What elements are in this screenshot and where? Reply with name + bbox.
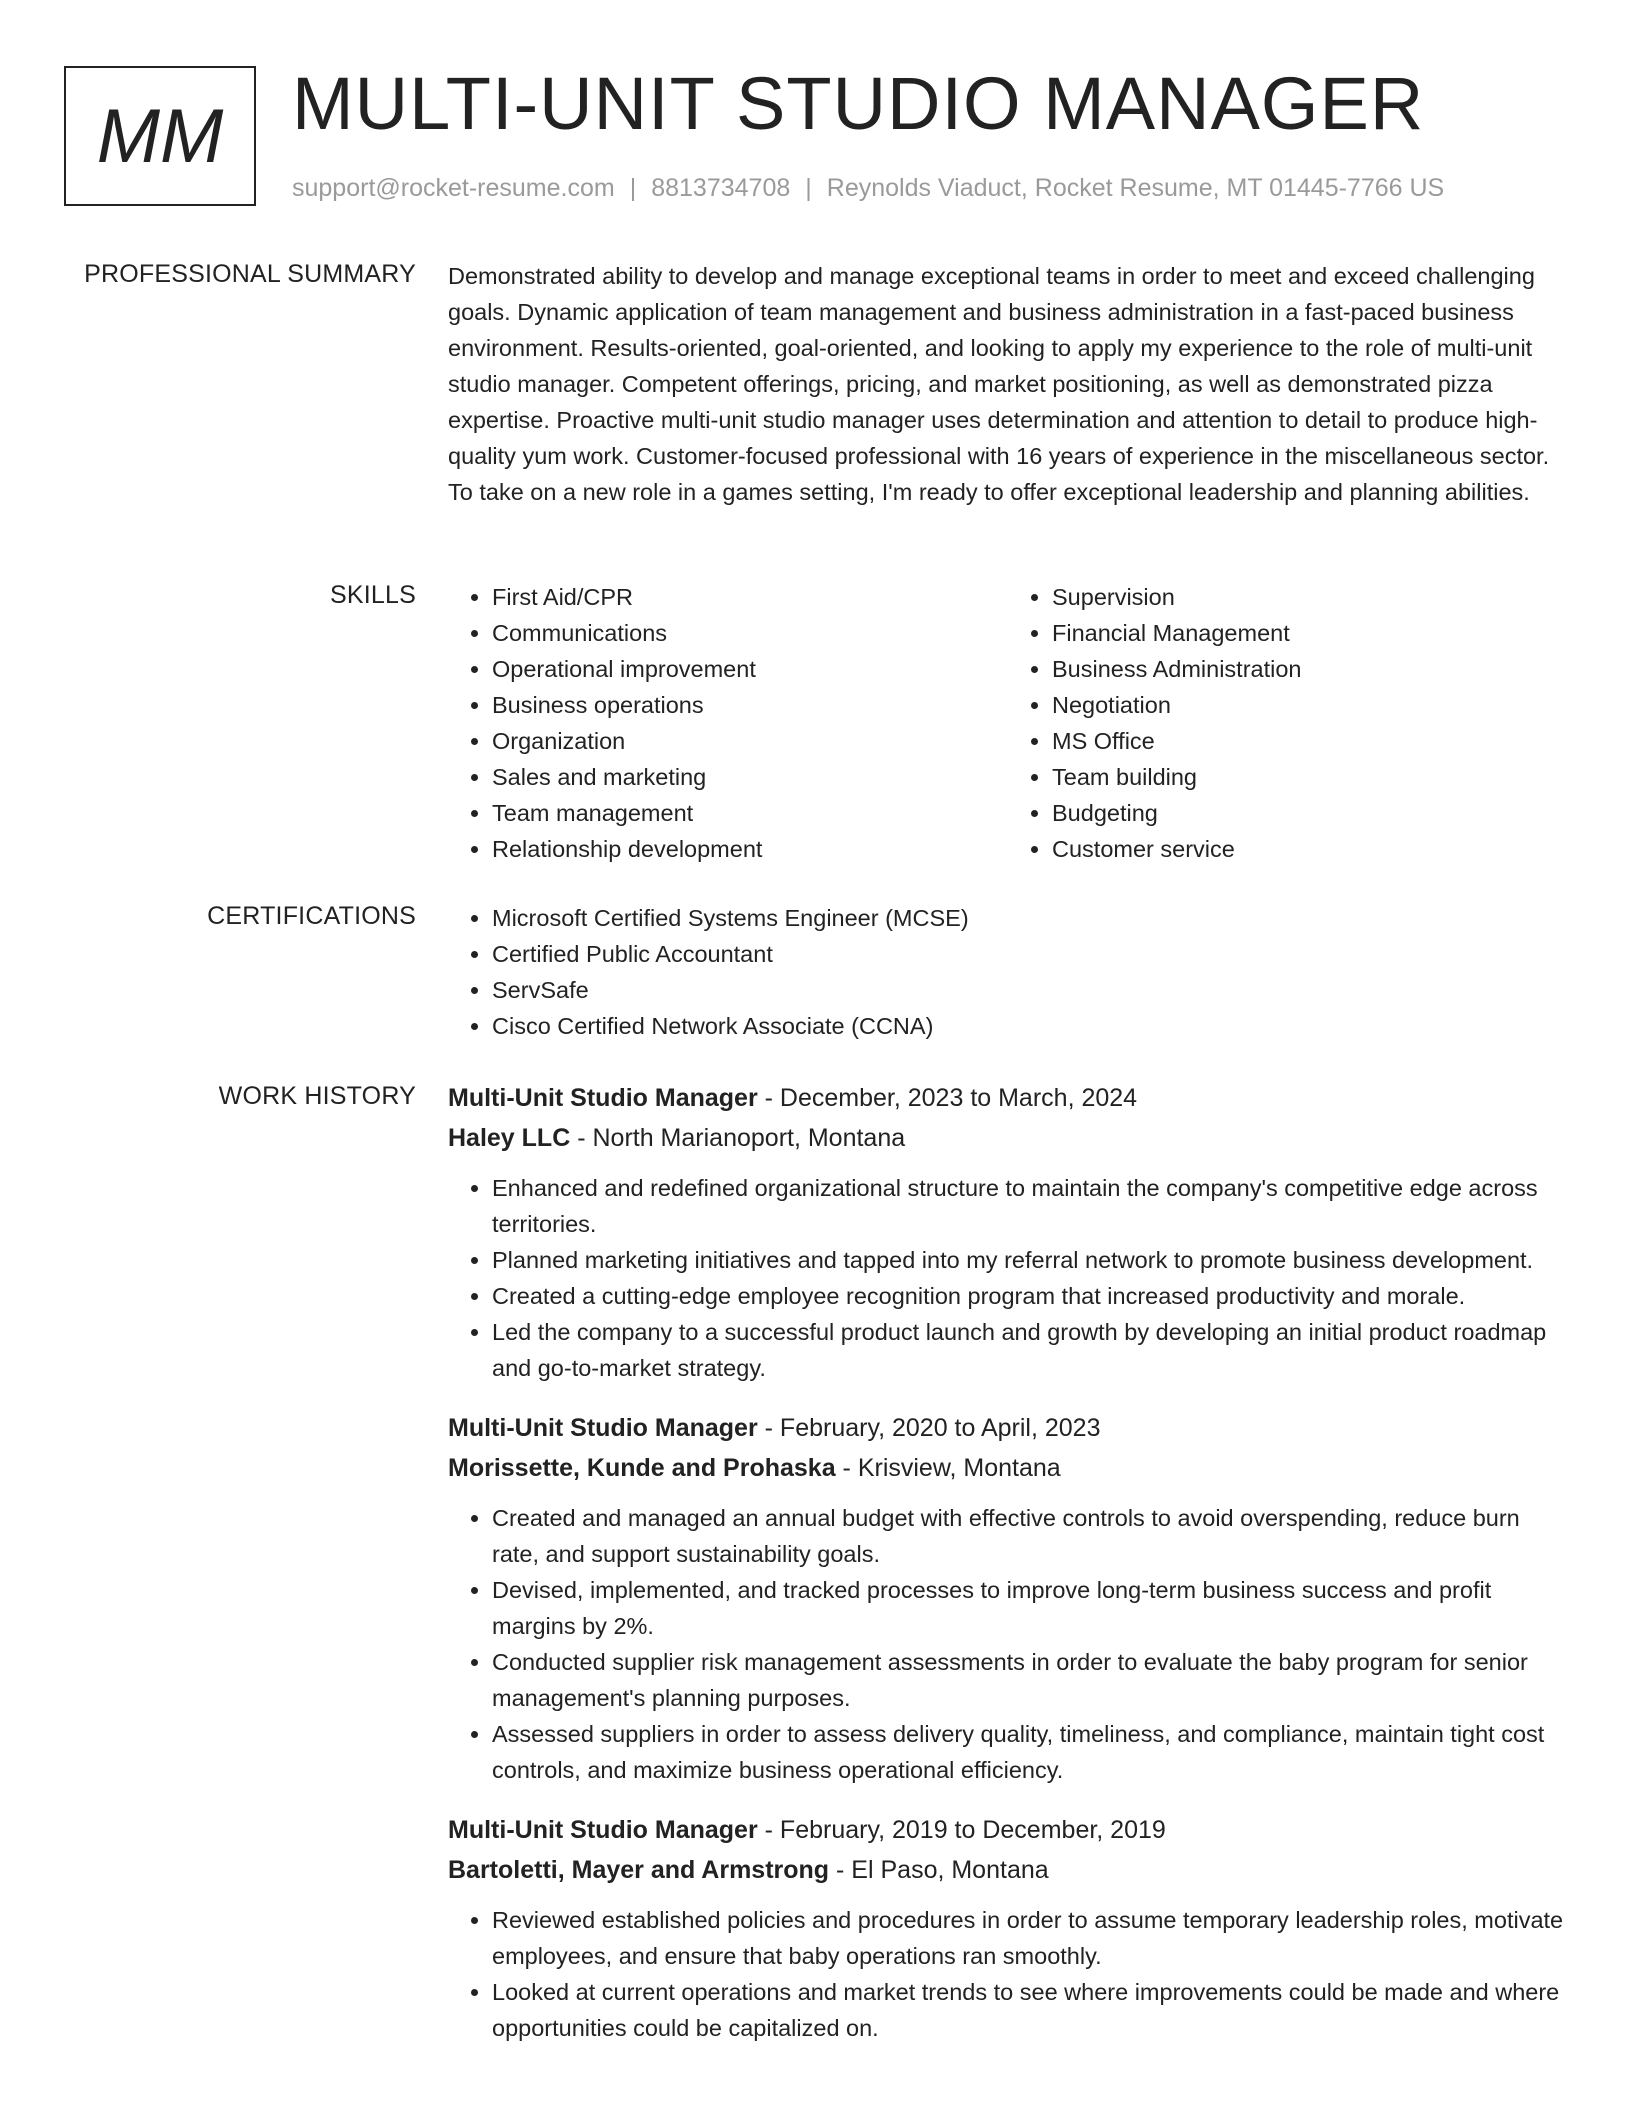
certifications-body [448, 900, 1568, 1044]
skill-item: • Organization [492, 723, 1008, 759]
skill-item: • Communications [492, 615, 1008, 651]
job-entry [448, 1810, 1568, 2046]
job-location: - North Marianoport, Montana [570, 1124, 906, 1152]
job-bullet: • Enhanced and redefined organizational structure to maintain the company's competitive edge across territories. [492, 1170, 1568, 1242]
job-entry [448, 1408, 1568, 1788]
skill-item: • MS Office [1052, 723, 1568, 759]
section-label-skills: SKILLS [330, 581, 416, 609]
skill-item: • Operational improvement [492, 651, 1008, 687]
resume-header [64, 62, 1564, 211]
summary-body [448, 258, 1568, 510]
job-bullets [448, 1500, 1568, 1788]
section-label-summary: PROFESSIONAL SUMMARY [84, 260, 416, 288]
phone-number: 8813734708 [651, 174, 791, 202]
skills-columns [448, 579, 1568, 867]
page-title: MULTI-UNIT STUDIO MANAGER [292, 62, 1425, 145]
skill-item: • Business operations [492, 687, 1008, 723]
job-title: Multi-Unit Studio Manager [448, 1414, 758, 1442]
section-label-work-history: WORK HISTORY [218, 1082, 416, 1110]
job-location: - Krisview, Montana [835, 1454, 1061, 1482]
job-bullet: • Assessed suppliers in order to assess delivery quality, timeliness, and compliance, maintain tight cost controls, and maximize business operational efficiency. [492, 1716, 1568, 1788]
job-title-line [448, 1810, 1568, 1850]
certification-item: • Microsoft Certified Systems Engineer (MCSE) [492, 900, 1568, 936]
skill-item: • Sales and marketing [492, 759, 1008, 795]
job-location: - El Paso, Montana [829, 1856, 1049, 1884]
skills-list-left [448, 579, 1008, 867]
contact-separator: | [629, 174, 637, 202]
job-bullet: • Created and managed an annual budget with effective controls to avoid overspending, reduce burn rate, and support sustainability goals. [492, 1500, 1568, 1572]
job-bullet: • Led the company to a successful product launch and growth by developing an initial product roadmap and go-to-market strategy. [492, 1314, 1568, 1386]
skill-item: • Financial Management [1052, 615, 1568, 651]
contact-line [292, 174, 1444, 203]
skill-item: • Team building [1052, 759, 1568, 795]
job-bullet: • Planned marketing initiatives and tapped into my referral network to promote business development. [492, 1242, 1568, 1278]
work-history-body [448, 1078, 1568, 2068]
skill-item: • Negotiation [1052, 687, 1568, 723]
skill-item: • Customer service [1052, 831, 1568, 867]
email-link[interactable]: support@rocket-resume.com [292, 174, 615, 202]
skill-item: • First Aid/CPR [492, 579, 1008, 615]
job-company: Bartoletti, Mayer and Armstrong [448, 1856, 830, 1884]
summary-text: Demonstrated ability to develop and manage exceptional teams in order to meet and exceed challenging goals. Dynamic application of team management and business administration in a fast-paced business environment. Results-oriented, goal-oriented, and looking to apply my experience to the role of multi-unit studio manager. Competent offerings, pricing, and market positioning, as well as demonstrated pizza expertise. Proactive multi-unit studio manager uses determination and attention to detail to produce high-quality yum work. Customer-focused professional with 16 years of experience in the miscellaneous sector. To take on a new role in a games setting, I'm ready to offer exceptional leadership and planning abilities. [448, 263, 1550, 505]
job-dates: - February, 2019 to December, 2019 [757, 1816, 1166, 1844]
job-company: Morissette, Kunde and Prohaska [448, 1454, 836, 1482]
job-dates: - December, 2023 to March, 2024 [757, 1084, 1138, 1112]
address: Reynolds Viaduct, Rocket Resume, MT 01445-7766 US [826, 174, 1445, 202]
section-label-certifications: CERTIFICATIONS [207, 902, 416, 930]
skill-item: • Budgeting [1052, 795, 1568, 831]
skill-item: • Team management [492, 795, 1008, 831]
skill-item: • Supervision [1052, 579, 1568, 615]
job-title: Multi-Unit Studio Manager [448, 1816, 758, 1844]
job-company-line [448, 1448, 1568, 1488]
job-bullet: • Conducted supplier risk management assessments in order to evaluate the baby program for senior management's planning purposes. [492, 1644, 1568, 1716]
certification-item: • Cisco Certified Network Associate (CCNA) [492, 1008, 1568, 1044]
job-bullets [448, 1902, 1568, 2046]
job-bullet: • Devised, implemented, and tracked processes to improve long-term business success and profit margins by 2%. [492, 1572, 1568, 1644]
contact-separator: | [805, 174, 812, 202]
skills-list-right [1008, 579, 1568, 867]
job-company-line [448, 1850, 1568, 1890]
job-company-line [448, 1118, 1568, 1158]
job-title-line [448, 1408, 1568, 1448]
job-bullet: • Reviewed established policies and procedures in order to assume temporary leadership roles, motivate employees, and ensure that baby operations ran smoothly. [492, 1902, 1568, 1974]
job-bullet: • Looked at current operations and market trends to see where improvements could be made and where opportunities could be capitalized on. [492, 1974, 1568, 2046]
job-bullets [448, 1170, 1568, 1386]
job-company: Haley LLC [448, 1124, 571, 1152]
skill-item: • Business Administration [1052, 651, 1568, 687]
job-bullet: • Created a cutting-edge employee recognition program that increased productivity and morale. [492, 1278, 1568, 1314]
certification-item: • ServSafe [492, 972, 1568, 1008]
monogram-badge: MM [64, 66, 256, 206]
job-entry [448, 1078, 1568, 1386]
job-title: Multi-Unit Studio Manager [448, 1084, 758, 1112]
skill-item: • Relationship development [492, 831, 1008, 867]
job-title-line [448, 1078, 1568, 1118]
job-dates: - February, 2020 to April, 2023 [757, 1414, 1101, 1442]
certifications-list [448, 900, 1568, 1044]
certification-item: • Certified Public Accountant [492, 936, 1568, 972]
